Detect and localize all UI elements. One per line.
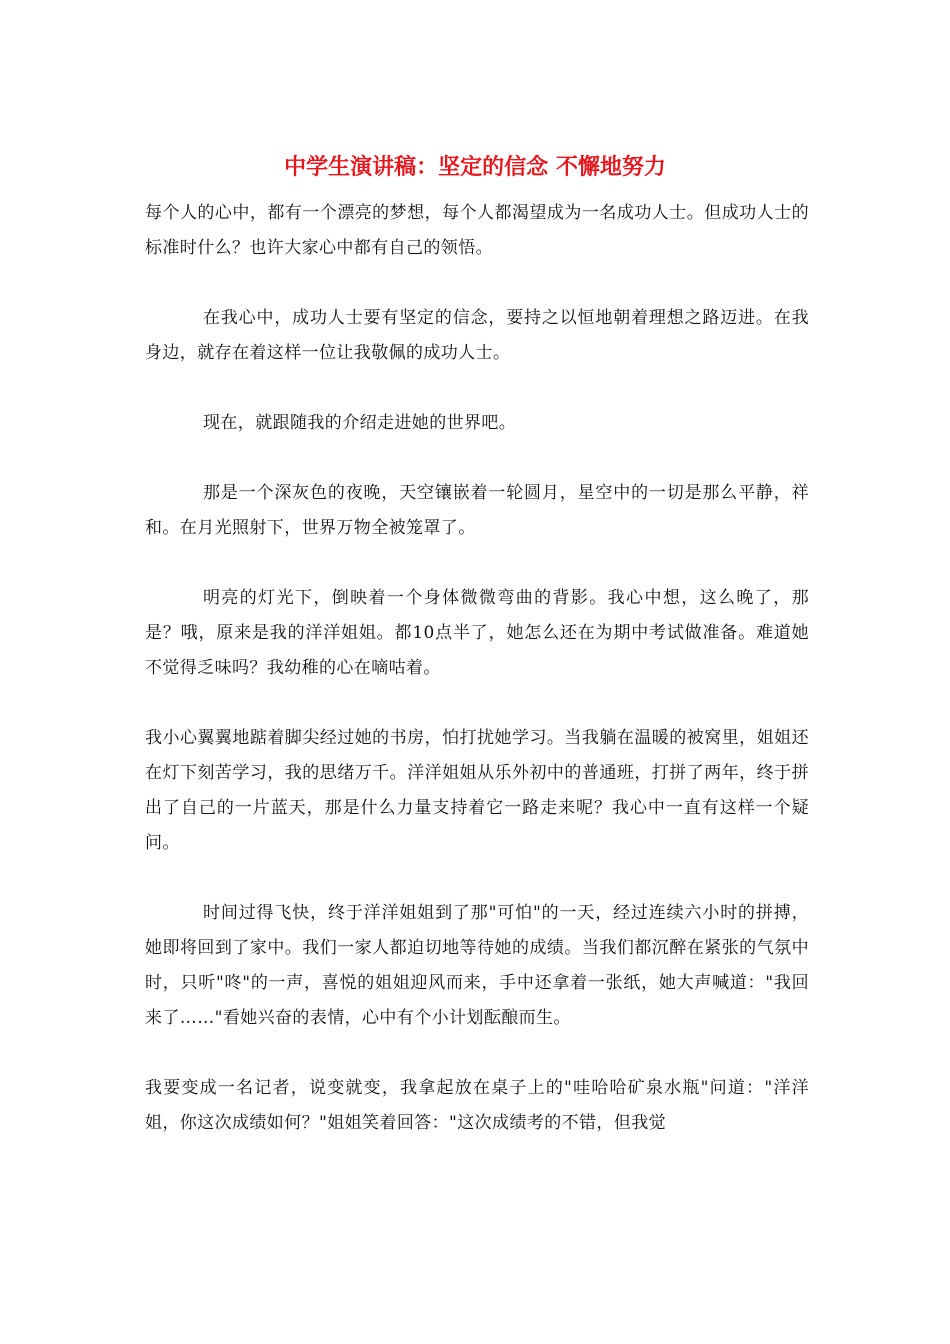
paragraph-4: 那是一个深灰色的夜晚，天空镶嵌着一轮圆月，星空中的一切是那么平静，祥和。在月光照射下，世界万物全被笼罩了。 <box>145 483 809 538</box>
paragraph-6: 我小心翼翼地踮着脚尖经过她的书房，怕打扰她学习。当我躺在温暖的被窝里，姐姐还在灯下刻苦学习，我的思绪万千。洋洋姐姐从乐外初中的普通班，打拼了两年，终于拼出了自己的一片蓝天，那是什么力量支持着它一路走来呢？我心中一直有这样一个疑问。 <box>145 728 809 853</box>
paragraph-8: 我要变成一名记者，说变就变，我拿起放在桌子上的"哇哈哈矿泉水瓶"问道："洋洋姐，你这次成绩如何？"姐姐笑着回答："这次成绩考的不错，但我觉 <box>145 1078 809 1133</box>
paragraph-7: 时间过得飞快，终于洋洋姐姐到了那"可怕"的一天，经过连续六小时的拼搏，她即将回到了家中。我们一家人都迫切地等待她的成绩。当我们都沉醉在紧张的气氛中时，只听"咚"的一声，喜悦的姐姐迎风而来，手中还拿着一张纸，她大声喊道："我回来了……"看她兴奋的表情，心中有个小计划酝酿而生。 <box>145 903 809 1028</box>
paragraph-2: 在我心中，成功人士要有坚定的信念，要持之以恒地朝着理想之路迈进。在我身边，就存在着这样一位让我敬佩的成功人士。 <box>145 308 809 363</box>
paragraph-1: 每个人的心中，都有一个漂亮的梦想，每个人都渴望成为一名成功人士。但成功人士的标准时什么？也许大家心中都有自己的领悟。 <box>145 203 809 258</box>
paragraph-5: 明亮的灯光下，倒映着一个身体微微弯曲的背影。我心中想，这么晚了，那是？哦，原来是我的洋洋姐姐。都10点半了，她怎么还在为期中考试做准备。难道她不觉得乏味吗？我幼稚的心在嘀咕着。 <box>145 588 809 678</box>
paragraph-3: 现在，就跟随我的介绍走进她的世界吧。 <box>203 413 517 433</box>
document-body <box>145 196 809 1176</box>
document-title: 中学生演讲稿：坚定的信念 不懈地努力 <box>284 155 666 180</box>
